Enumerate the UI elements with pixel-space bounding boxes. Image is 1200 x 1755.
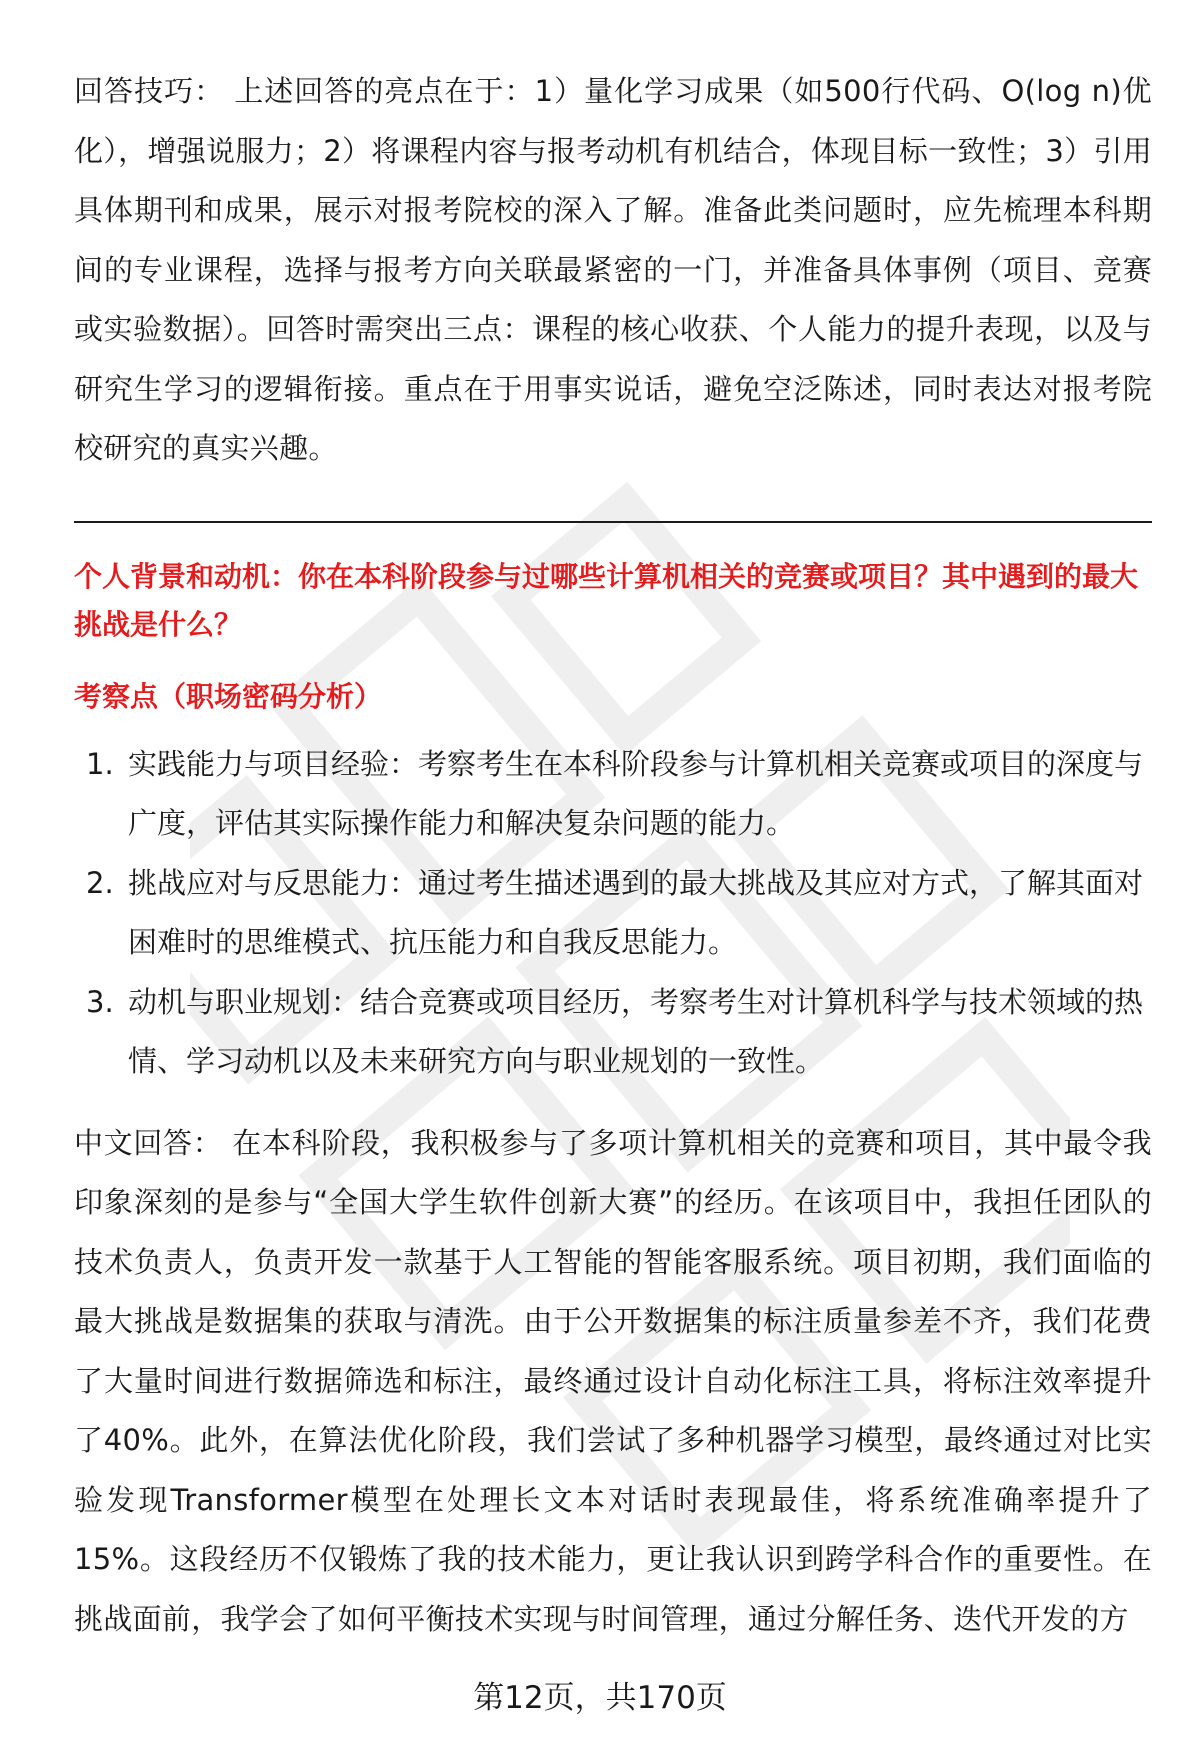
point-text: 动机与职业规划：结合竞赛或项目经历，考察考生对计算机科学与技术领域的热情、学习动机以及未来研究方向与职业规划的一致性。 [128, 984, 1144, 1078]
analysis-point-list [74, 735, 1152, 1092]
document-page [74, 62, 1152, 1649]
chinese-answer-paragraph [74, 1114, 1152, 1650]
chinese-answer-label: 中文回答： [74, 1125, 223, 1160]
point-text: 实践能力与项目经验：考察考生在本科阶段参与计算机相关竞赛或项目的深度与广度，评估其实际操作能力和解决复杂问题的能力。 [128, 746, 1144, 840]
point-number: 2. [86, 865, 114, 900]
chinese-answer-text: 在本科阶段，我积极参与了多项计算机相关的竞赛和项目，其中最令我印象深刻的是参与“全国大学生软件创新大赛”的经历。在该项目中，我担任团队的技术负责人，负责开发一款基于人工智能的智能客服系统。项目初期，我们面临的最大挑战是数据集的获取与清洗。由于公开数据集的标注质量参差不齐，我们花费了大量时间进行数据筛选和标注，最终通过设计自动化标注工具，将标注效率提升了40%。此外，在算法优化阶段，我们尝试了多种机器学习模型，最终通过对比实验发现Transformer模型在处理长文本对话时表现最佳，将系统准确率提升了15%。这段经历不仅锻炼了我的技术能力，更让我认识到跨学科合作的重要性。在挑战面前，我学会了如何平衡技术实现与时间管理，通过分解任务、迭代开发的方 [74, 1125, 1152, 1636]
point-number: 3. [86, 984, 114, 1019]
analysis-point [74, 854, 1152, 973]
question-heading: 个人背景和动机：你在本科阶段参与过哪些计算机相关的竞赛或项目？其中遇到的最大挑战是什么？ [74, 559, 1139, 641]
answer-tip-text: 上述回答的亮点在于：1）量化学习成果（如500行代码、O(log n)优化），增强说服力；2）将课程内容与报考动机有机结合，体现目标一致性；3）引用具体期刊和成果，展示对报考院校的深入了解。准备此类问题时，应先梳理本科期间的专业课程，选择与报考方向关联最紧密的一门，并准备具体事例（项目、竞赛或实验数据）。回答时需突出三点：课程的核心收获、个人能力的提升表现，以及与研究生学习的逻辑衔接。重点在于用事实说话，避免空泛陈述，同时表达对报考院校研究的真实兴趣。 [74, 74, 1152, 465]
answer-tip-paragraph [74, 62, 1152, 479]
page-number-footer: 第12页，共170页 [473, 1680, 727, 1716]
point-text: 挑战应对与反思能力：通过考生描述遇到的最大挑战及其应对方式，了解其面对困难时的思维模式、抗压能力和自我反思能力。 [128, 865, 1144, 959]
analysis-point [74, 735, 1152, 854]
analysis-point [74, 973, 1152, 1092]
point-number: 1. [86, 746, 114, 781]
analysis-subheading: 考察点（职场密码分析） [74, 679, 383, 713]
section-divider [74, 521, 1152, 523]
answer-tip-label: 回答技巧： [74, 74, 225, 108]
